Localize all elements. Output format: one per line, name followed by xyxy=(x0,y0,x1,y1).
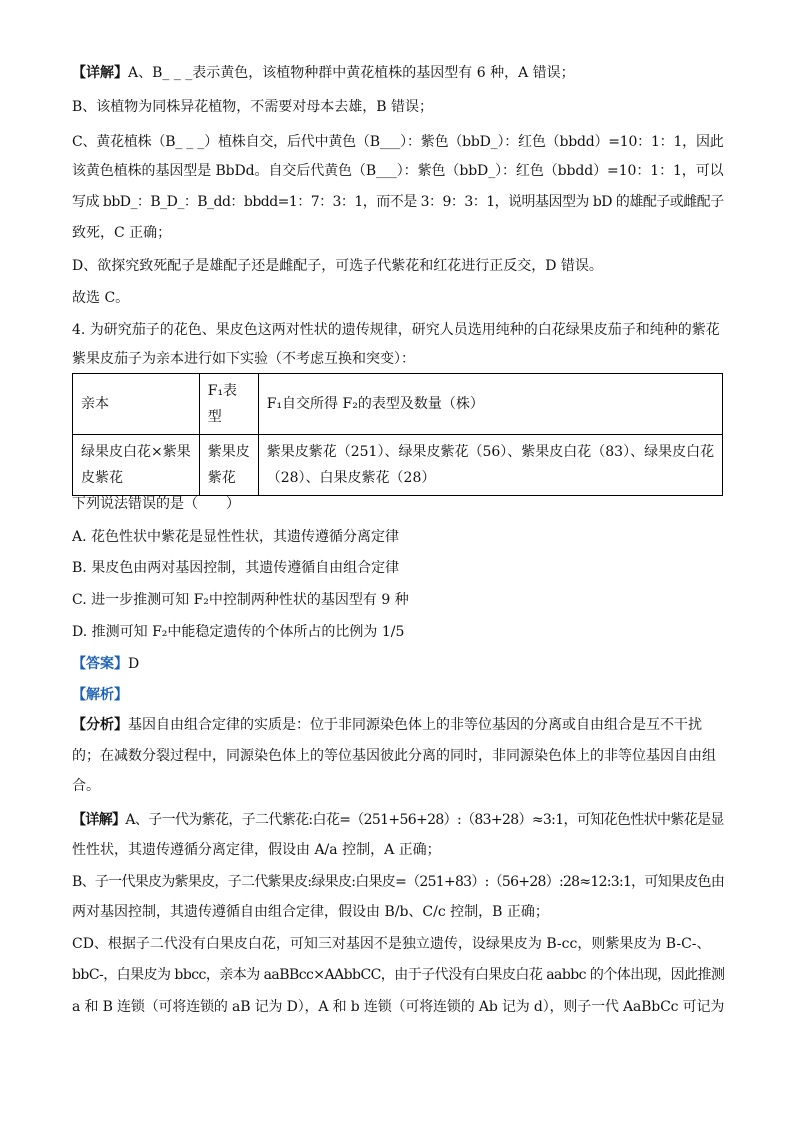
intro-line-7: D、欲探究致死配子是雄配子还是雌配子，可选子代紫花和红花进行正反交，D 错误。 xyxy=(72,258,603,274)
intro-line-5: 写成 bbD_：B_D_：B_dd：bbdd=1：7：3：1，而不是 3：9：3：1，说明基因型为 bD 的雄配子或雌配子 xyxy=(72,194,724,210)
cell-f1-line-2: 紫花 xyxy=(207,470,236,486)
intro-line-6: 致死，C 正确； xyxy=(72,225,172,241)
intro-line-8: 故选 C。 xyxy=(72,290,130,306)
cell-parent-line-1: 绿果皮白花×紫果 xyxy=(81,444,191,460)
analysis-heading: 【解析】 xyxy=(72,687,128,703)
experiment-table xyxy=(72,373,723,496)
detail-line-1: 【详解】A、子一代为紫花，子二代紫花:白花=（251+56+28）:（83+28）≈3:1，可知花色性状中紫花是显 xyxy=(72,812,724,828)
cell-f2-line-1: 紫果皮紫花（251）、绿果皮紫花（56）、紫果皮白花（83）、绿果皮白花 xyxy=(266,444,715,460)
intro-line-4: 该黄色植株的基因型是 BbDd。自交后代黄色（B___）：紫色（bbD_）：红色（bbdd）=10：1：1，可以 xyxy=(72,163,724,179)
cell-parent-line-2: 皮紫花 xyxy=(81,470,123,486)
detail-line-6: bbC-，白果皮为 bbcc，亲本为 aaBBcc×AAbbCC，由于子代没有白果皮白花 aabbc 的个体出现，因此推测 xyxy=(72,967,725,983)
answer-line xyxy=(72,655,724,673)
option-a: A. 花色性状中紫花是显性性状，其遗传遵循分离定律 xyxy=(72,529,400,545)
cell-parent xyxy=(73,435,200,496)
intro-line-3: C、黄花植株（B_ _ _）植株自交，后代中黄色（B___）：紫色（bbD_）：红色（bbdd）=10：1：1，因此 xyxy=(72,134,724,150)
cell-f2-line-2: （28）、白果皮紫花（28） xyxy=(266,470,436,486)
question-prompt: 下列说法错误的是（ ） xyxy=(72,496,240,512)
answer-tag: 【答案】 xyxy=(72,656,128,672)
option-c: C. 进一步推测可知 F₂中控制两种性状的基因型有 9 种 xyxy=(72,592,409,608)
cell-f1-line-1: 紫果皮 xyxy=(207,444,250,460)
detail-line-3: B、子一代果皮为紫果皮，子二代紫果皮:绿果皮:白果皮=（251+83）:（56+28）:28≈12:3:1，可知果皮色由 xyxy=(72,874,725,890)
table-header-row xyxy=(73,374,723,435)
answer-value: D xyxy=(128,656,140,672)
fenxi-line-2: 的；在减数分裂过程中，同源染色体上的等位基因彼此分离的同时，非同源染色体上的非等位基因自由组 xyxy=(72,748,716,764)
cell-f1 xyxy=(199,435,258,496)
detail-line-4: 两对基因控制，其遗传遵循自由组合定律，假设由 B/b、C/c 控制，B 正确； xyxy=(72,904,549,920)
fenxi-line-3: 合。 xyxy=(72,778,100,794)
intro-line-2: B、该植物为同株异花植物，不需要对母本去雄，B 错误； xyxy=(72,99,434,115)
fenxi-line-1: 【分析】基因自由组合定律的实质是：位于非同源染色体上的非等位基因的分离或自由组合是互不干扰 xyxy=(72,717,702,733)
table-row xyxy=(73,435,723,496)
option-d: D. 推测可知 F₂中能稳定遗传的个体所占的比例为 1/5 xyxy=(72,624,405,640)
header-parent: 亲本 xyxy=(73,374,200,435)
intro-line-1: 【详解】A、B_ _ _表示黄色，该植物种群中黄花植株的基因型有 6 种，A 错误； xyxy=(72,65,575,81)
detail-line-2: 性性状，其遗传遵循分离定律，假设由 A/a 控制，A 正确； xyxy=(72,842,441,858)
header-f1: F₁表型 xyxy=(199,374,258,435)
q4-stem-line-1: 4. 为研究茄子的花色、果皮色这两对性状的遗传规律，研究人员选用纯种的白花绿果皮茄子和纯种的紫花 xyxy=(72,322,720,338)
cell-f2 xyxy=(258,435,722,496)
detail-line-7: a 和 B 连锁（可将连锁的 aB 记为 D），A 和 b 连锁（可将连锁的 Ab 记为 d），则子一代 AaBbCc 可记为 xyxy=(72,999,725,1015)
detail-line-5: CD、根据子二代没有白果皮白花，可知三对基因不是独立遗传，设绿果皮为 B-cc，则紫果皮为 B-C-、 xyxy=(72,936,711,952)
q4-stem-line-2: 紫果皮茄子为亲本进行如下实验（不考虑互换和突变）： xyxy=(72,351,415,367)
option-b: B. 果皮色由两对基因控制，其遗传遵循自由组合定律 xyxy=(72,560,400,576)
header-f2: F₁自交所得 F₂的表型及数量（株） xyxy=(258,374,722,435)
